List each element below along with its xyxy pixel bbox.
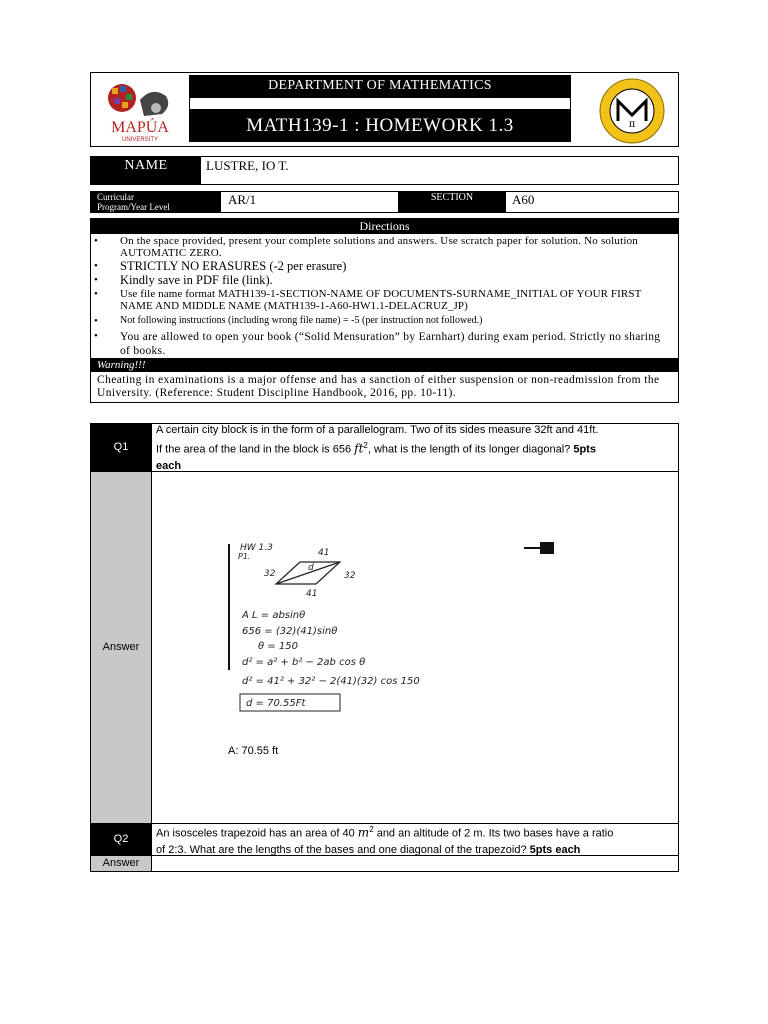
warning-label: Warning!!!: [91, 358, 678, 372]
q2-text-part: and an altitude of 2 m. Its two bases have a ratio: [373, 827, 614, 840]
q1-answer-text: A: 70.55 ft: [228, 745, 279, 757]
q1-handwritten-solution: [228, 538, 558, 716]
q1-text-line-2: [156, 438, 676, 458]
bullet: •: [94, 274, 98, 286]
q1-label: Q1: [91, 424, 151, 471]
department-title: DEPARTMENT OF MATHEMATICS: [189, 75, 571, 97]
hw-problem-label: P1.: [238, 552, 251, 561]
q1-text-part: , what is the length of its longer diagonal?: [367, 443, 574, 456]
warning-text: Cheating in examinations is a major offense and has a sanction of either suspension or non-readmission from the University. (Reference: Student Discipline Handbook, 2016, pp. 10-11).: [97, 374, 660, 399]
hw-line-5: d² = 41² + 32² − 2(41)(32) cos 150: [242, 676, 420, 687]
q1-text: [156, 422, 676, 474]
bullet: •: [94, 288, 98, 300]
section-value: A60: [512, 192, 535, 207]
mapua-logo: [100, 78, 180, 144]
bullet: •: [94, 235, 98, 247]
bullet: •: [94, 330, 98, 342]
program-label-line-2: Program/Year Level: [97, 202, 170, 212]
svg-text:UNIVERSITY: UNIVERSITY: [121, 137, 159, 143]
direction-item: Use file name format MATH139-1-SECTION-NAME OF DOCUMENTS-SURNAME_INITIAL OF YOUR FIRST NAME AND MIDDLE NAME (MATH139-1-A60-HW1.1-DELACRUZ_JP): [120, 288, 642, 312]
q1-text-part: If the area of the land in the block is 656: [156, 443, 355, 456]
svg-text:π: π: [628, 119, 636, 130]
q1-unit: ft: [354, 441, 364, 456]
header-divider: [189, 97, 571, 110]
hw-line-2: 656 = (32)(41)sinθ: [242, 626, 338, 637]
q2-points: 5pts each: [529, 843, 581, 856]
hw-line-3: θ = 150: [258, 641, 298, 652]
hw-line-1: A L = absinθ: [242, 610, 306, 621]
q2-unit-exponent: 2: [369, 825, 374, 834]
hw-diagonal-label: d: [308, 563, 314, 573]
hw-line-6: d = 70.55Ft: [246, 698, 306, 709]
q2-answer-label: Answer: [91, 856, 151, 871]
q2-text-line-2: [156, 842, 676, 858]
q2-text-line-1: [156, 822, 676, 842]
hw-side-bottom: 41: [306, 589, 318, 599]
program-label-line-1: Curricular: [97, 192, 134, 202]
q2-label: Q2: [91, 824, 151, 855]
q1-points: 5pts: [573, 443, 596, 456]
hw-side-left: 32: [264, 569, 276, 579]
q1-text-line-1: A certain city block is in the form of a parallelogram. Two of its sides measure 32ft and 41ft.: [156, 424, 599, 436]
direction-item: Kindly save in PDF file (link).: [120, 273, 273, 287]
section-label: SECTION: [398, 192, 506, 212]
q2-text: [156, 822, 676, 858]
direction-item: Not following instructions (including wrong file name) = -5 (per instruction not followed.): [120, 315, 483, 326]
hw-heading: HW 1.3: [240, 543, 273, 553]
bullet: •: [94, 315, 98, 327]
q1-points-each: each: [156, 459, 182, 472]
name-value: LUSTRE, IO T.: [206, 158, 289, 173]
direction-item: STRICTLY NO ERASURES (-2 per erasure): [120, 259, 347, 273]
hw-side-right: 32: [344, 571, 356, 581]
bullet: •: [94, 260, 98, 272]
direction-item: You are allowed to open your book (“Solid Mensuration” by Earnhart) during exam period. Strictly no sharing of books.: [120, 331, 661, 357]
hw-line-4: d² = a² + b² − 2ab cos θ: [242, 657, 366, 668]
q2-text-part: of 2:3. What are the lengths of the bases and one diagonal of the trapezoid?: [156, 843, 530, 856]
q2-unit: m: [357, 825, 370, 840]
directions-title: Directions: [91, 219, 678, 234]
hw-side-top: 41: [318, 548, 330, 558]
direction-item: On the space provided, present your complete solutions and answers. Use scratch paper for solution. No solution AUTOMATIC ZERO.: [120, 235, 638, 259]
table-column-divider: [151, 423, 152, 872]
math-department-seal: [594, 77, 670, 145]
program-label: [91, 192, 221, 212]
name-label: NAME: [91, 157, 201, 184]
q1-answer-label: Answer: [91, 472, 151, 823]
q1-unit-exponent: 2: [363, 441, 368, 450]
homework-title: MATH139-1 : HOMEWORK 1.3: [189, 110, 571, 142]
program-value: AR/1: [228, 192, 257, 207]
svg-text:MAPÚA: MAPÚA: [111, 119, 169, 136]
q2-text-part: An isosceles trapezoid has an area of 40: [156, 827, 358, 840]
